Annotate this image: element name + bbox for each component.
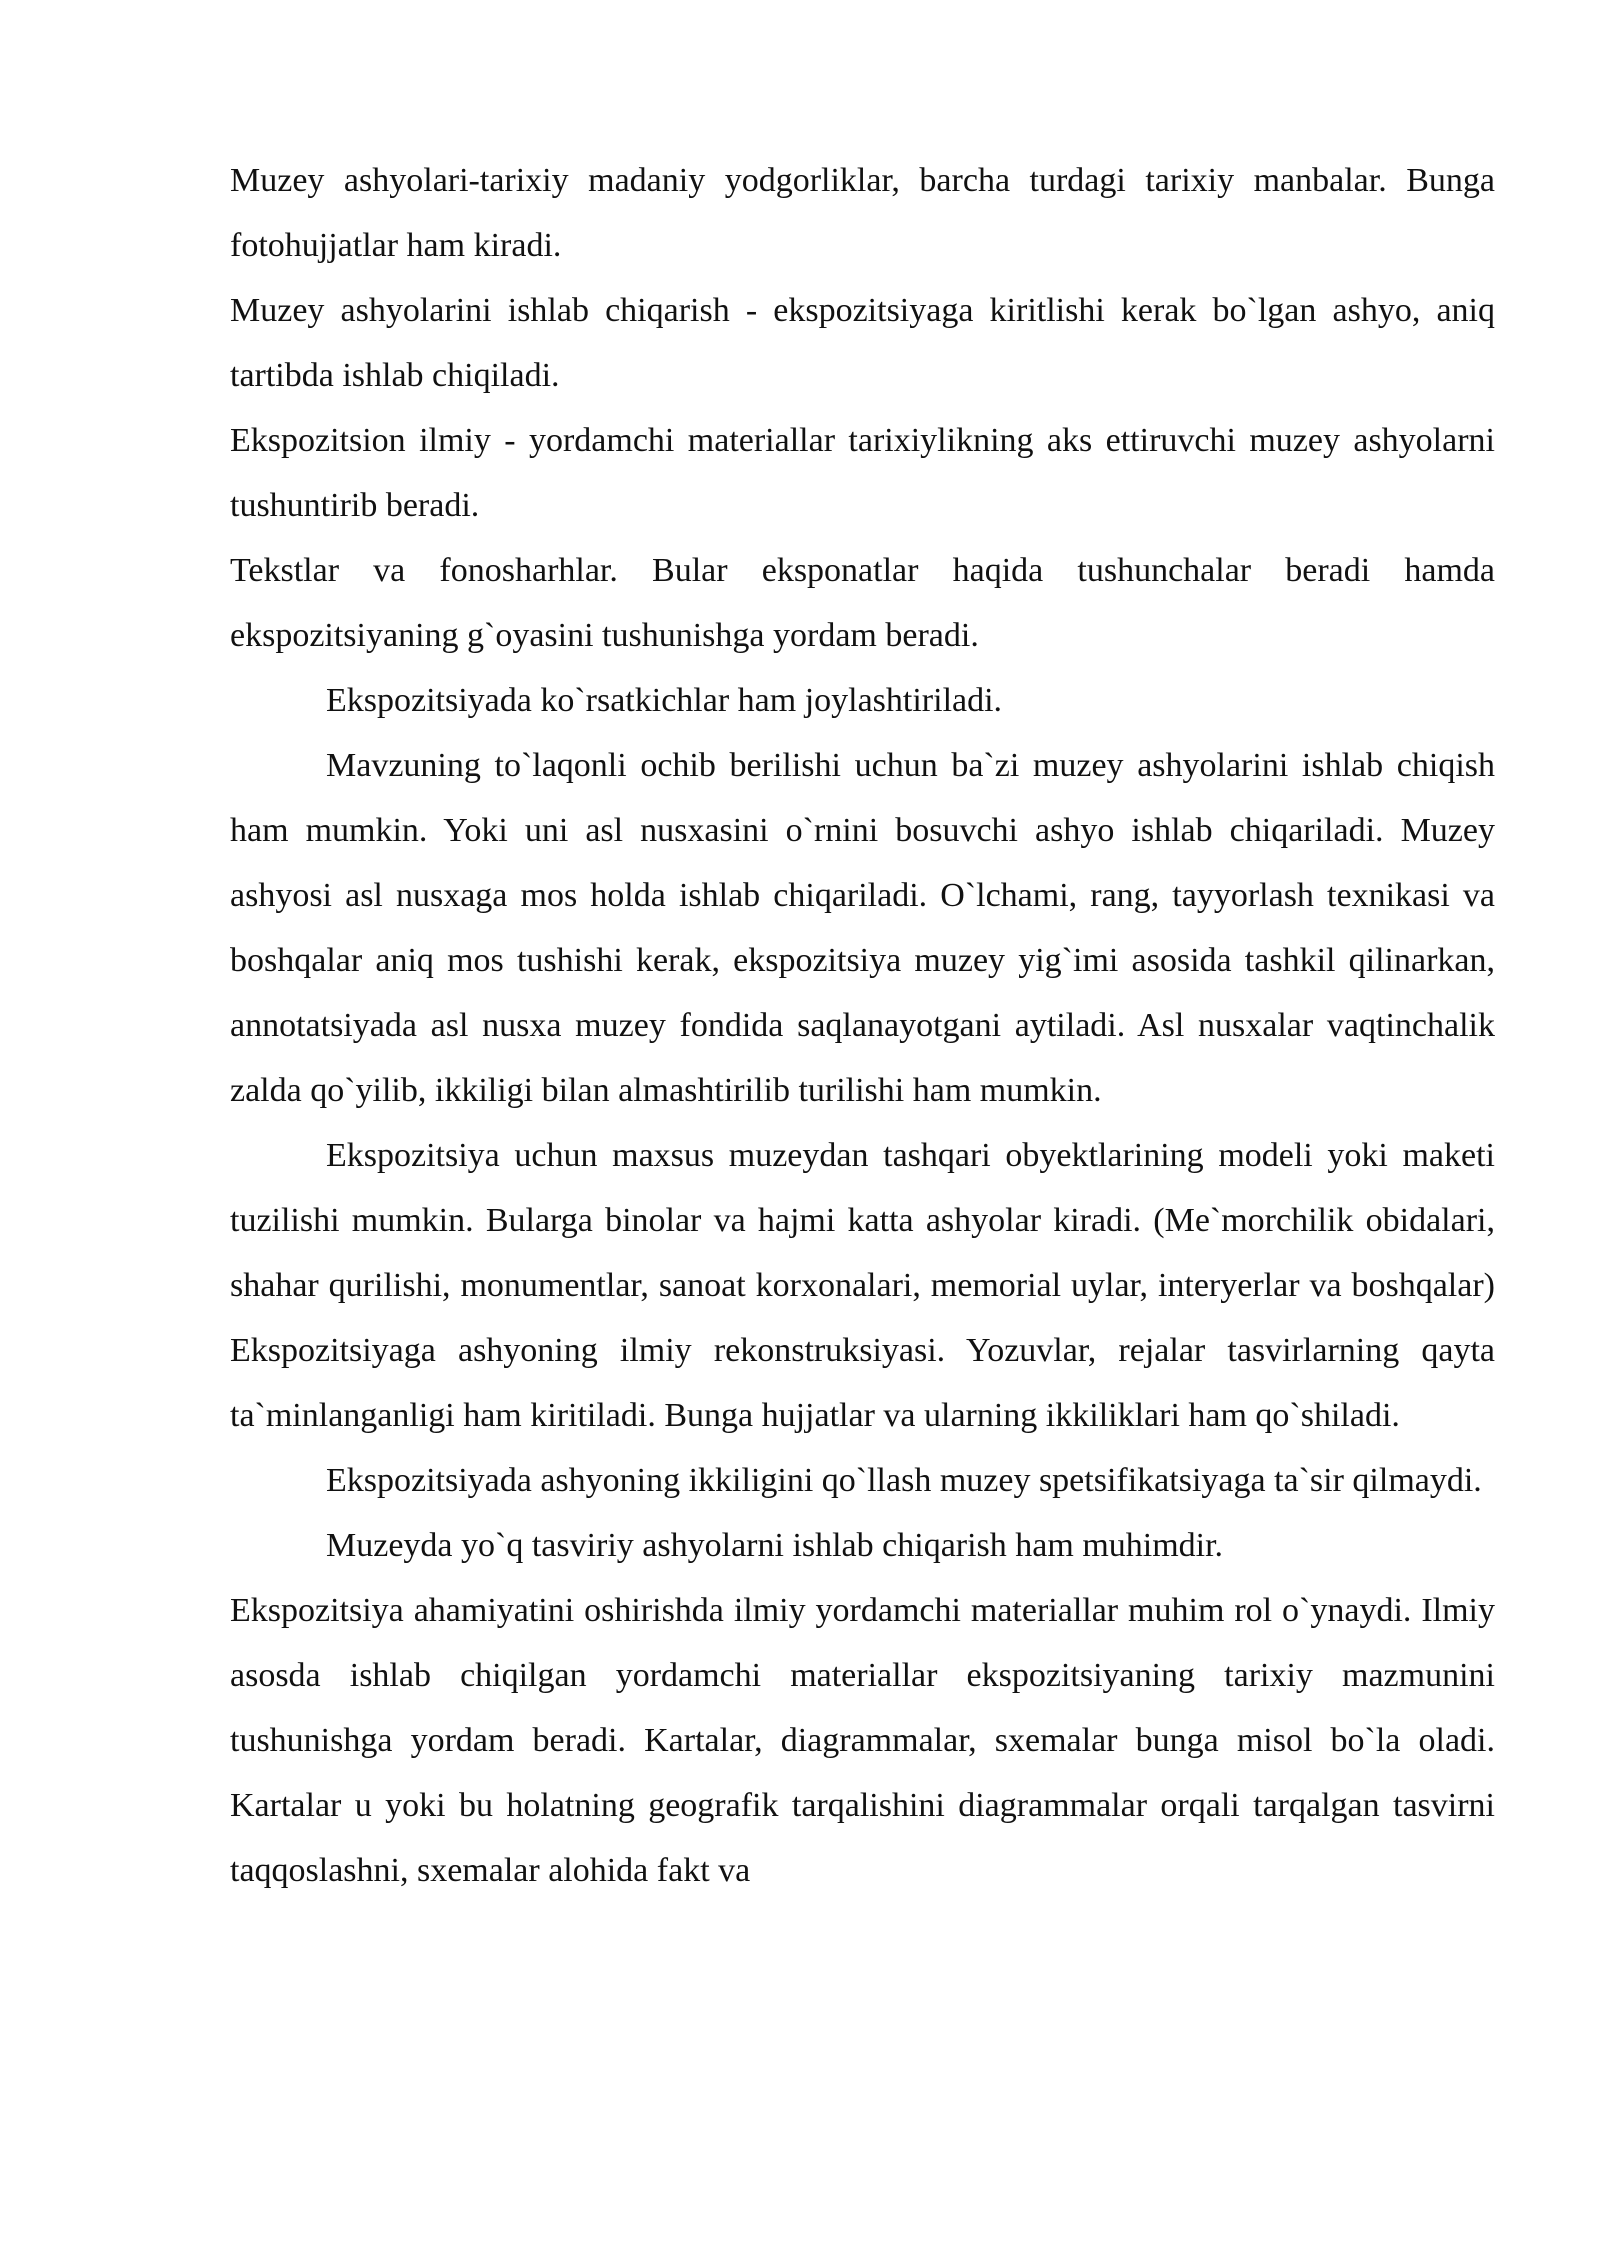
paragraph-texts-audio: Tekstlar va fonosharhlar. Bular eksponatlar haqida tushunchalar beradi hamda ekspozitsiyaning g`oyasini tushunishga yordam beradi.: [230, 552, 1495, 654]
paragraph-visual-objects: Muzeyda yo`q tasviriy ashyolarni ishlab chiqarish ham muhimdir.: [326, 1527, 1224, 1564]
paragraph-importance: Ekspozitsiya ahamiyatini oshirishda ilmiy yordamchi materiallar muhim rol o`ynaydi. Ilmiy asosda ishlab chiqilgan yordamchi materiallar ekspozitsiyaning tarixiy mazmunini tushunishga yordam beradi. Kartalar, diagrammalar, sxemalar bunga misol bo`la oladi. Kartalar u yoki bu holatning geografik tarqalishini diagrammalar orqali tarqalgan tasvirni taqqoslashni, sxemalar alohida fakt va: [230, 1592, 1495, 1889]
document-page: [230, 148, 1495, 1903]
paragraph-duplicates: Ekspozitsiyada ashyoning ikkiligini qo`llash muzey spetsifikatsiyaga ta`sir qilmaydi.: [326, 1462, 1482, 1499]
paragraph-copies: Mavzuning to`laqonli ochib berilishi uchun ba`zi muzey ashyolarini ishlab chiqish ham mumkin. Yoki uni asl nusxasini o`rnini bosuvchi ashyo ishlab chiqariladi. Muzey ashyosi asl nusxaga mos holda ishlab chiqariladi. O`lchami, rang, tayyorlash texnikasi va boshqalar aniq mos tushishi kerak, ekspozitsiya muzey yig`imi asosida tashkil qilinarkan, annotatsiyada asl nusxa muzey fondida saqlanayotgani aytiladi. Asl nusxalar vaqtinchalik zalda qo`yilib, ikkiligi bilan almashtirilib turilishi ham mumkin.: [230, 747, 1495, 1109]
paragraph-models: Ekspozitsiya uchun maxsus muzeydan tashqari obyektlarining modeli yoki maketi tuzilishi mumkin. Bularga binolar va hajmi katta ashyolar kiradi. (Me`morchilik obidalari, shahar qurilishi, monumentlar, sanoat korxonalari, memorial uylar, interyerlar va boshqalar) Ekspozitsiyaga ashyoning ilmiy rekonstruksiyasi. Yozuvlar, rejalar tasvirlarning qayta ta`minlanganligi ham kiritiladi. Bunga hujjatlar va ularning ikkiliklari ham qo`shiladi.: [230, 1137, 1495, 1434]
paragraph-auxiliary-materials: Ekspozitsion ilmiy - yordamchi materiallar tarixiylikning aks ettiruvchi muzey ashyolarni tushuntirib beradi.: [230, 422, 1495, 524]
paragraph-object-production: Muzey ashyolarini ishlab chiqarish - ekspozitsiyaga kiritlishi kerak bo`lgan ashyo, aniq tartibda ishlab chiqiladi.: [230, 292, 1495, 394]
paragraph-indicators: Ekspozitsiyada ko`rsatkichlar ham joylashtiriladi.: [326, 682, 1003, 719]
paragraph-museum-objects: Muzey ashyolari-tarixiy madaniy yodgorliklar, barcha turdagi tarixiy manbalar. Bunga fotohujjatlar ham kiradi.: [230, 162, 1495, 264]
